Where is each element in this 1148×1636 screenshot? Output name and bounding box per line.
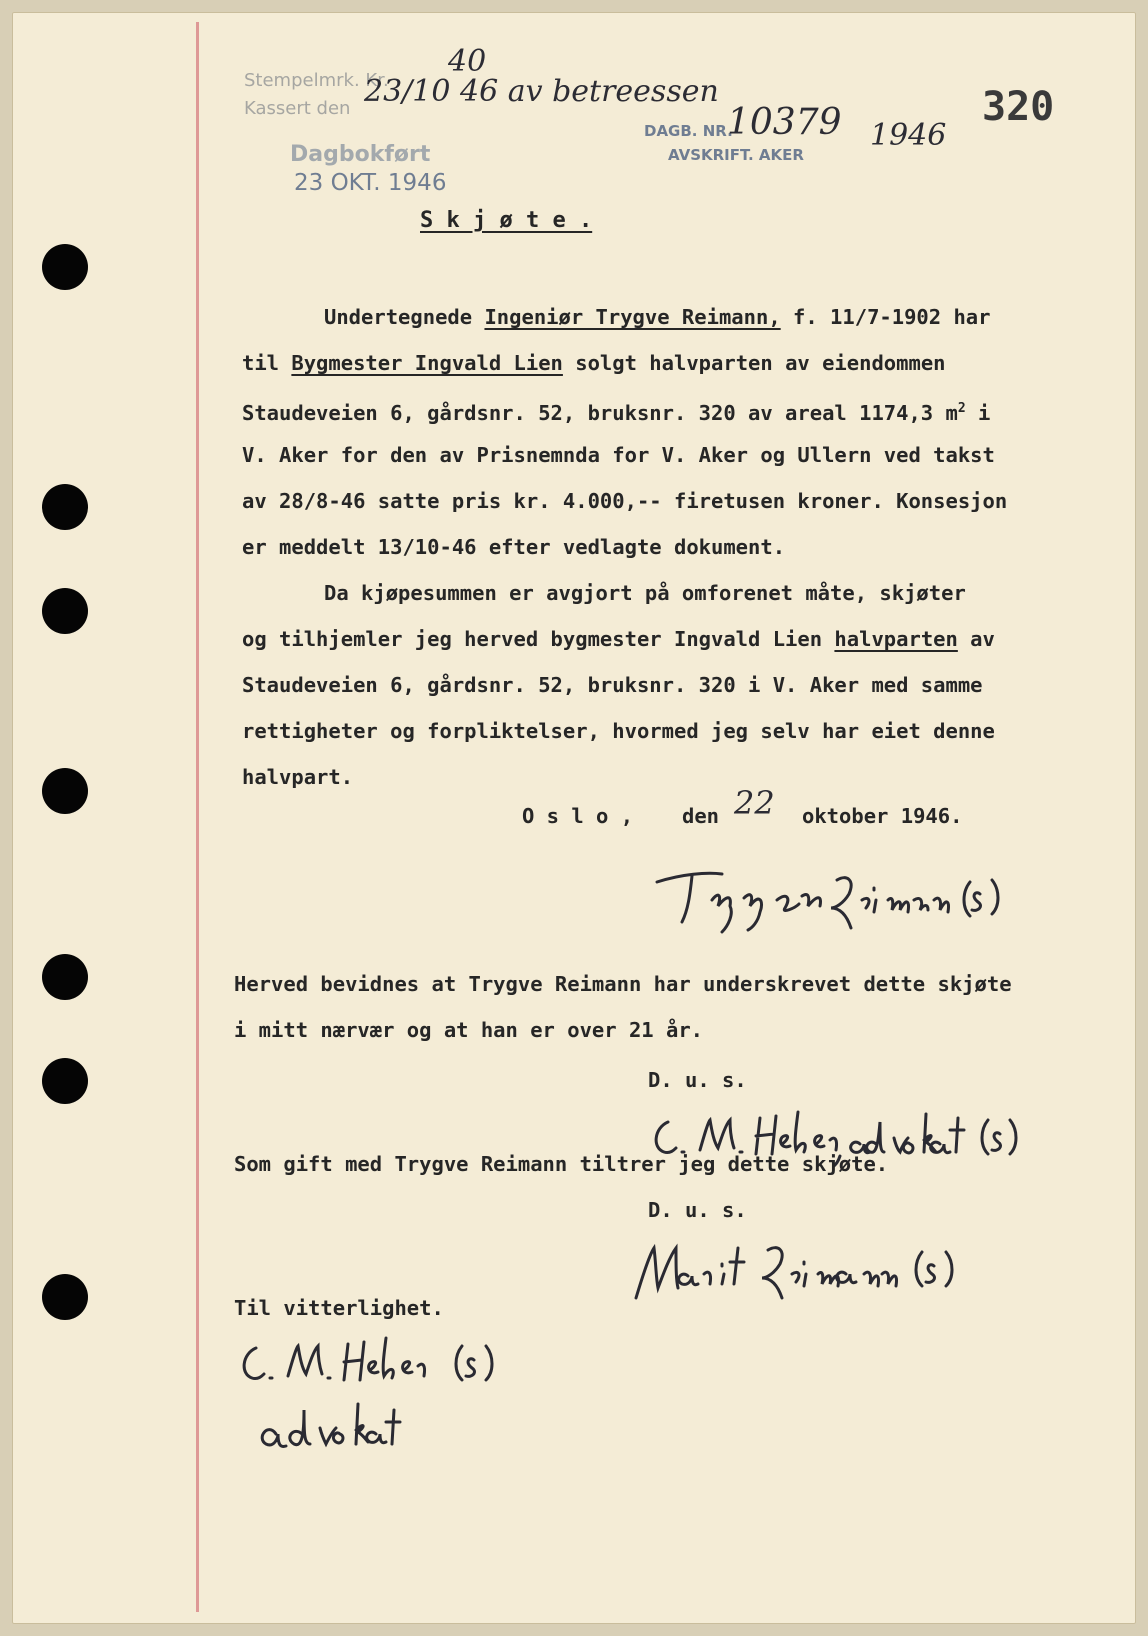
stamp-kassert: Kassert den <box>244 98 351 119</box>
date-place: O s l o , <box>522 804 634 828</box>
punch-hole <box>42 954 88 1000</box>
stamp-dagbokfort-date: 23 OKT. 1946 <box>294 170 447 196</box>
vitterlighet-label: Til vitterlighet. <box>234 1296 444 1320</box>
dagb-nr-handwritten: 10379 <box>727 102 842 143</box>
para2-line4: rettigheter og forpliktelser, hvormed jeg selv har eiet denne <box>242 719 995 743</box>
spouse-dus: D. u. s. <box>648 1198 747 1222</box>
punch-hole <box>42 484 88 530</box>
para1-line5: av 28/8-46 satte pris kr. 4.000,-- firetusen kroner. Konsesjon <box>242 489 1008 513</box>
date-den: den <box>682 804 720 828</box>
signature-marit-reimann <box>630 1234 970 1319</box>
punch-hole <box>42 1058 88 1104</box>
para2-line5: halvpart. <box>242 765 354 789</box>
stamp-dagb-nr-label: DAGB. NR. <box>644 122 733 140</box>
dagb-year-handwritten: 1946 <box>870 118 947 153</box>
para1-line6: er meddelt 13/10-46 efter vedlagte dokument. <box>242 535 786 559</box>
para1-line4: V. Aker for den av Prisnemnda for V. Aker og Ullern ved takst <box>242 443 995 467</box>
document-title: S k j ø t e . <box>420 208 593 233</box>
spouse-line1: Som gift med Trygve Reimann tiltrer jeg dette skjøte. <box>234 1152 889 1176</box>
para1-line2: til Bygmester Ingvald Lien solgt halvparten av eiendommen <box>242 351 946 375</box>
stamp-kassert-handwritten: 23/10 46 av betreessen <box>364 74 719 109</box>
date-month-year: oktober 1946. <box>802 804 963 828</box>
date-day-handwritten: 22 <box>734 784 775 822</box>
witness-line2: i mitt nærvær og at han er over 21 år. <box>234 1018 703 1042</box>
punch-hole <box>42 244 88 290</box>
signature-trygve-reimann <box>652 860 1012 945</box>
para2-line2: og tilhjemler jeg herved bygmester Ingvald Lien halvparten av <box>242 627 995 651</box>
para2-line3: Staudeveien 6, gårdsnr. 52, bruksnr. 320 i V. Aker med samme <box>242 673 983 697</box>
stamp-stempelmerke: Stempelmrk. Kr. <box>244 70 389 91</box>
punch-hole <box>42 1274 88 1320</box>
para2-line1: Da kjøpesummen er avgjort på omforenet måte, skjøter <box>324 581 966 605</box>
witness-line1: Herved bevidnes at Trygve Reimann har underskrevet dette skjøte <box>234 972 1012 996</box>
punch-hole <box>42 588 88 634</box>
signature-heber-vitterlighet <box>236 1330 556 1475</box>
witness-dus: D. u. s. <box>648 1068 747 1092</box>
stamp-dagbokfort: Dagbokført <box>290 142 431 167</box>
stamp-amount-handwritten: 40 <box>448 44 487 79</box>
punch-hole <box>42 768 88 814</box>
document-page <box>12 12 1136 1624</box>
para1-line1: Undertegnede Ingeniør Trygve Reimann, f. 11/7-1902 har <box>324 305 991 329</box>
red-margin-line <box>196 22 199 1612</box>
page-number: 320 <box>982 84 1055 130</box>
stamp-avskrift-aker: AVSKRIFT. AKER <box>668 146 804 164</box>
para1-line3: Staudeveien 6, gårdsnr. 52, bruksnr. 320 av areal 1174,3 $m^2$ i <box>242 400 991 425</box>
